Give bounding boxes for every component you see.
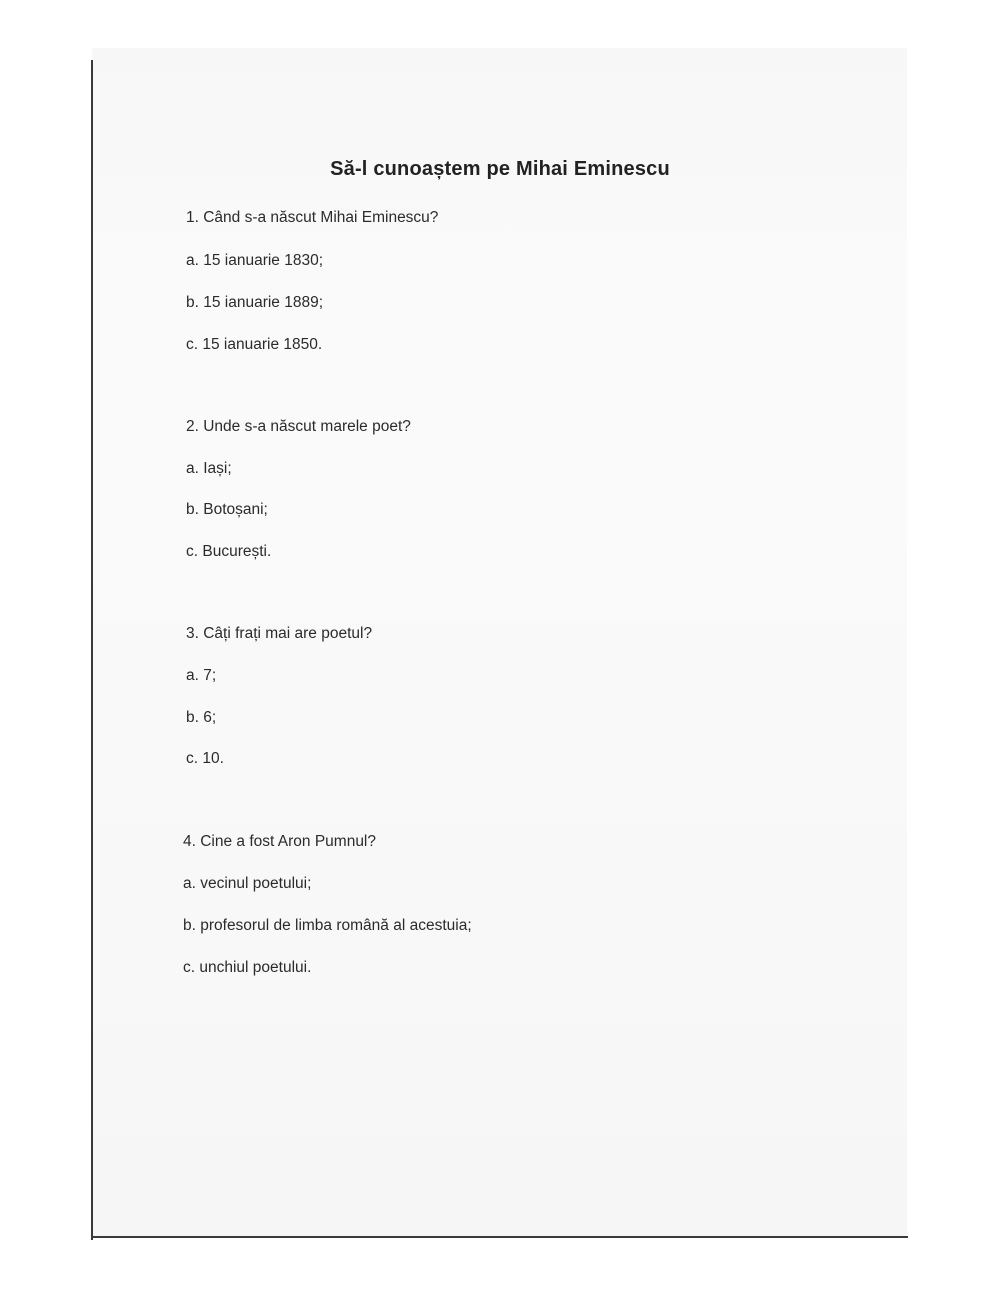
question-3-option-b: b. 6; <box>186 709 217 726</box>
question-4-option-c: c. unchiul poetului. <box>183 959 312 976</box>
question-4: 4. Cine a fost Aron Pumnul? <box>183 833 377 850</box>
question-2-option-b: b. Botoșani; <box>186 501 268 518</box>
page-edge-bottom <box>91 1236 908 1238</box>
question-1-option-a: a. 15 ianuarie 1830; <box>186 252 324 269</box>
question-2-option-c: c. București. <box>186 543 272 560</box>
question-1: 1. Când s-a născut Mihai Eminescu? <box>186 209 439 226</box>
question-3: 3. Câți frați mai are poetul? <box>186 625 373 642</box>
question-4-option-b: b. profesorul de limba română al acestuia; <box>183 917 472 934</box>
question-3-option-c: c. 10. <box>186 750 224 767</box>
page-title: Să-l cunoaștem pe Mihai Eminescu <box>330 158 670 180</box>
question-1-option-c: c. 15 ianuarie 1850. <box>186 336 323 353</box>
question-4-option-a: a. vecinul poetului; <box>183 875 312 892</box>
page-edge-left <box>91 60 93 1240</box>
question-2: 2. Unde s-a născut marele poet? <box>186 418 411 435</box>
question-1-option-b: b. 15 ianuarie 1889; <box>186 294 324 311</box>
question-2-option-a: a. Iași; <box>186 460 232 477</box>
question-3-option-a: a. 7; <box>186 667 217 684</box>
